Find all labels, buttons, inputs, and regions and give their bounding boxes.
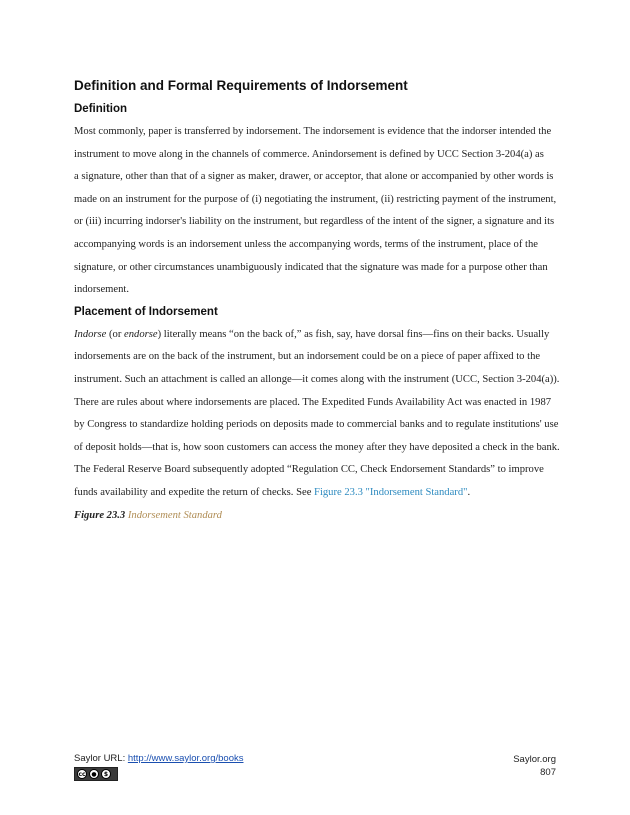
page-title: Definition and Formal Requirements of Indorsement [74,78,408,93]
page-number: 807 [540,767,556,778]
footer-site: Saylor.org [513,754,556,765]
cc-icon: cc [78,770,86,778]
saylor-books-link[interactable]: http://www.saylor.org/books [127,753,244,764]
footer-url-label: Saylor URL: [74,753,128,764]
by-icon: ● [89,769,99,779]
figure-title: Indorsement Standard [127,509,222,521]
p2-text: There are rules about where indorsements are placed. The Expedited Funds Availability Act was enacted in 1987 by Congress to standardize holding periods on deposits made to commercial banks and to regulate institutions' use of deposit holds—that is, how soon customers can access the money after they have deposited a check in the bank. The Federal Reserve Board subsequently adopted “Regulation CC, Check Endorsement Standards” to improve funds availability and expedite the return of checks. See [74,396,560,498]
section-heading-definition: Definition [74,103,128,115]
term-endorse: endorse [124,328,158,340]
definition-paragraph: Most commonly, paper is transferred by indorsement. The indorsement is evidence that the indorser intended the instrument to move along in the channels of commerce. Anindorsement is defined by UCC Section 3-204(a) as [74,126,552,160]
figure-label: Figure 23.3 [74,509,126,521]
figure-link[interactable]: Figure 23.3 "Indorsement Standard" [314,486,468,498]
footer-url [74,753,244,764]
ucc-quote-paragraph: a signature, other than that of a signer as maker, drawer, or acceptor, that alone or accompanied by other words is made on an instrument for the purpose of (i) negotiating the instrument, (ii) restricting payment of the instrument, or (iii) incurring indorser's liability on the instrument, but regardless of the intent of the signer, a signature and its accompanying words is an indorsement unless the accompanying words, terms of the instrument, place of the signature, or other circumstances unambiguously indicated that the signature was made for a purpose other than indorsement. [74,171,557,296]
term-indorse: Indorse [74,328,107,340]
footer-right [513,753,556,779]
page-content [74,78,560,527]
p1-rest: ) literally means “on the back of,” as fish, say, have dorsal fins—fins on their backs. Usually indorsements are on the back of the instrument, but an indorsement could be on a piece of paper affixed to the instrument. Such an attachment is called an allonge—it comes along with the instrument (UCC, Section 3-204(a)). [74,328,560,385]
figure-caption [74,505,560,528]
p1-mid: (or [106,328,125,340]
section-heading-placement: Placement of Indorsement [74,305,218,318]
placement-paragraph-1 [74,324,560,392]
placement-paragraph-2 [74,392,560,505]
creative-commons-badge[interactable] [74,767,118,781]
nc-icon: $ [101,769,111,779]
p2-end: . [467,486,471,498]
